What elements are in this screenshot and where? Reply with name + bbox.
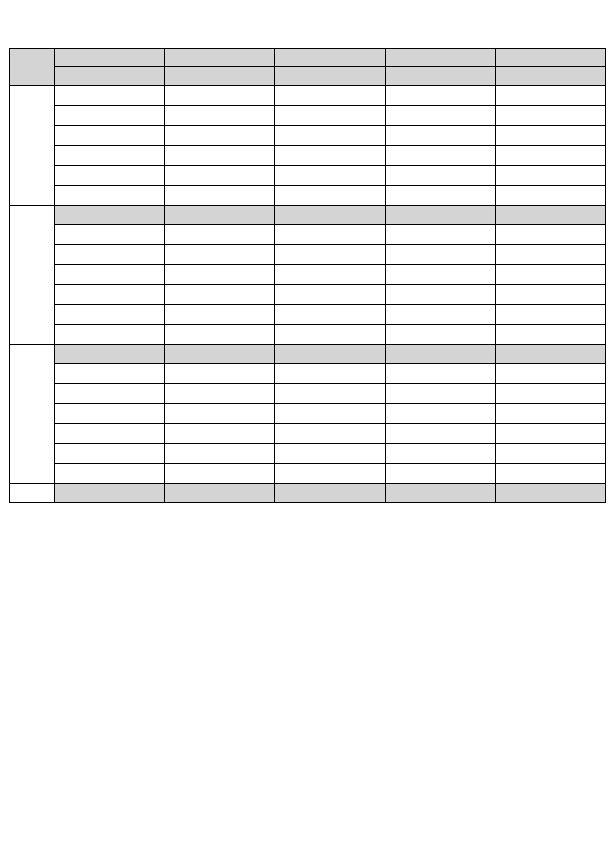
meal-item — [55, 384, 165, 404]
meal-item — [55, 225, 165, 245]
meal-item — [496, 265, 606, 285]
meal-item — [165, 106, 275, 126]
date-cell — [496, 345, 606, 364]
week-label — [10, 206, 55, 345]
day-header — [55, 49, 165, 67]
meal-item — [275, 424, 386, 444]
meal-item — [165, 404, 275, 424]
meal-item — [496, 384, 606, 404]
meal-item — [165, 225, 275, 245]
day-header — [386, 49, 496, 67]
meal-item — [386, 285, 496, 305]
meal-item — [386, 305, 496, 325]
meal-item — [496, 86, 606, 106]
meal-item — [496, 424, 606, 444]
meal-row — [10, 444, 606, 464]
meal-item — [165, 146, 275, 166]
date-cell — [55, 484, 165, 503]
meal-item — [496, 225, 606, 245]
meal-item — [165, 265, 275, 285]
meal-item — [496, 325, 606, 345]
meal-item — [165, 444, 275, 464]
meal-item — [55, 404, 165, 424]
meal-row — [10, 404, 606, 424]
meal-item — [275, 126, 386, 146]
meal-item — [275, 265, 386, 285]
meal-item — [386, 166, 496, 186]
meal-item — [55, 265, 165, 285]
date-cell — [165, 484, 275, 503]
week-label — [10, 484, 55, 503]
meal-item — [55, 146, 165, 166]
date-cell — [275, 206, 386, 225]
date-cell — [275, 484, 386, 503]
meal-item — [496, 404, 606, 424]
meal-item — [275, 146, 386, 166]
date-cell — [386, 67, 496, 86]
meal-item — [496, 186, 606, 206]
meal-row — [10, 384, 606, 404]
meal-item — [165, 364, 275, 384]
meal-row — [10, 325, 606, 345]
meal-item — [275, 444, 386, 464]
meal-item — [55, 444, 165, 464]
date-cell — [275, 67, 386, 86]
meal-item — [165, 186, 275, 206]
day-header — [165, 49, 275, 67]
date-row — [10, 484, 606, 503]
meal-item — [386, 424, 496, 444]
date-cell — [386, 345, 496, 364]
meal-table — [9, 48, 606, 503]
meal-item — [275, 464, 386, 484]
meal-item — [165, 285, 275, 305]
meal-item — [275, 325, 386, 345]
meal-row — [10, 146, 606, 166]
meal-item — [55, 106, 165, 126]
meal-item — [275, 305, 386, 325]
meal-item — [275, 225, 386, 245]
meal-item — [165, 325, 275, 345]
meal-item — [496, 464, 606, 484]
meal-item — [496, 126, 606, 146]
meal-item — [386, 225, 496, 245]
meal-row — [10, 106, 606, 126]
meal-item — [55, 464, 165, 484]
meal-item — [386, 444, 496, 464]
day-header — [496, 49, 606, 67]
meal-item — [55, 245, 165, 265]
meal-row — [10, 285, 606, 305]
meal-item — [165, 464, 275, 484]
date-cell — [55, 345, 165, 364]
meal-item — [386, 146, 496, 166]
meal-item — [275, 86, 386, 106]
date-cell — [55, 206, 165, 225]
meal-item — [386, 325, 496, 345]
meal-row — [10, 364, 606, 384]
meal-item — [165, 126, 275, 146]
day-header — [275, 49, 386, 67]
date-cell — [496, 67, 606, 86]
meal-item — [386, 464, 496, 484]
meal-item — [275, 106, 386, 126]
meal-item — [386, 106, 496, 126]
meal-item — [55, 325, 165, 345]
meal-item — [275, 245, 386, 265]
meal-item — [165, 166, 275, 186]
meal-item — [275, 364, 386, 384]
meal-item — [165, 245, 275, 265]
meal-item — [55, 305, 165, 325]
gubun-header — [10, 49, 55, 86]
meal-item — [386, 245, 496, 265]
meal-row — [10, 424, 606, 444]
meal-item — [496, 106, 606, 126]
meal-item — [275, 186, 386, 206]
week-label — [10, 345, 55, 484]
meal-item — [55, 186, 165, 206]
date-cell — [165, 206, 275, 225]
meal-row — [10, 86, 606, 106]
date-cell — [386, 206, 496, 225]
meal-item — [275, 166, 386, 186]
date-row — [10, 345, 606, 364]
meal-item — [55, 166, 165, 186]
date-cell — [165, 67, 275, 86]
meal-item — [496, 444, 606, 464]
date-row — [10, 67, 606, 86]
meal-row — [10, 464, 606, 484]
meal-item — [386, 384, 496, 404]
meal-item — [165, 424, 275, 444]
date-cell — [496, 206, 606, 225]
meal-row — [10, 166, 606, 186]
meal-item — [55, 364, 165, 384]
meal-row — [10, 245, 606, 265]
date-cell — [275, 345, 386, 364]
date-cell — [55, 67, 165, 86]
meal-item — [496, 146, 606, 166]
meal-item — [386, 404, 496, 424]
meal-item — [55, 126, 165, 146]
date-row — [10, 206, 606, 225]
meal-item — [55, 285, 165, 305]
meal-row — [10, 225, 606, 245]
date-cell — [496, 484, 606, 503]
meal-row — [10, 126, 606, 146]
meal-item — [496, 285, 606, 305]
meal-item — [275, 285, 386, 305]
meal-row — [10, 305, 606, 325]
meal-item — [496, 305, 606, 325]
date-cell — [386, 484, 496, 503]
meal-row — [10, 265, 606, 285]
meal-item — [386, 364, 496, 384]
meal-item — [496, 364, 606, 384]
meal-item — [275, 404, 386, 424]
meal-item — [386, 265, 496, 285]
meal-item — [165, 305, 275, 325]
meal-item — [386, 86, 496, 106]
week-label — [10, 86, 55, 206]
meal-item — [386, 126, 496, 146]
meal-item — [55, 424, 165, 444]
meal-item — [165, 384, 275, 404]
meal-item — [275, 384, 386, 404]
meal-item — [496, 245, 606, 265]
meal-item — [165, 86, 275, 106]
header-row — [10, 49, 606, 67]
date-cell — [165, 345, 275, 364]
meal-row — [10, 186, 606, 206]
meal-item — [496, 166, 606, 186]
meal-item — [386, 186, 496, 206]
meal-item — [55, 86, 165, 106]
